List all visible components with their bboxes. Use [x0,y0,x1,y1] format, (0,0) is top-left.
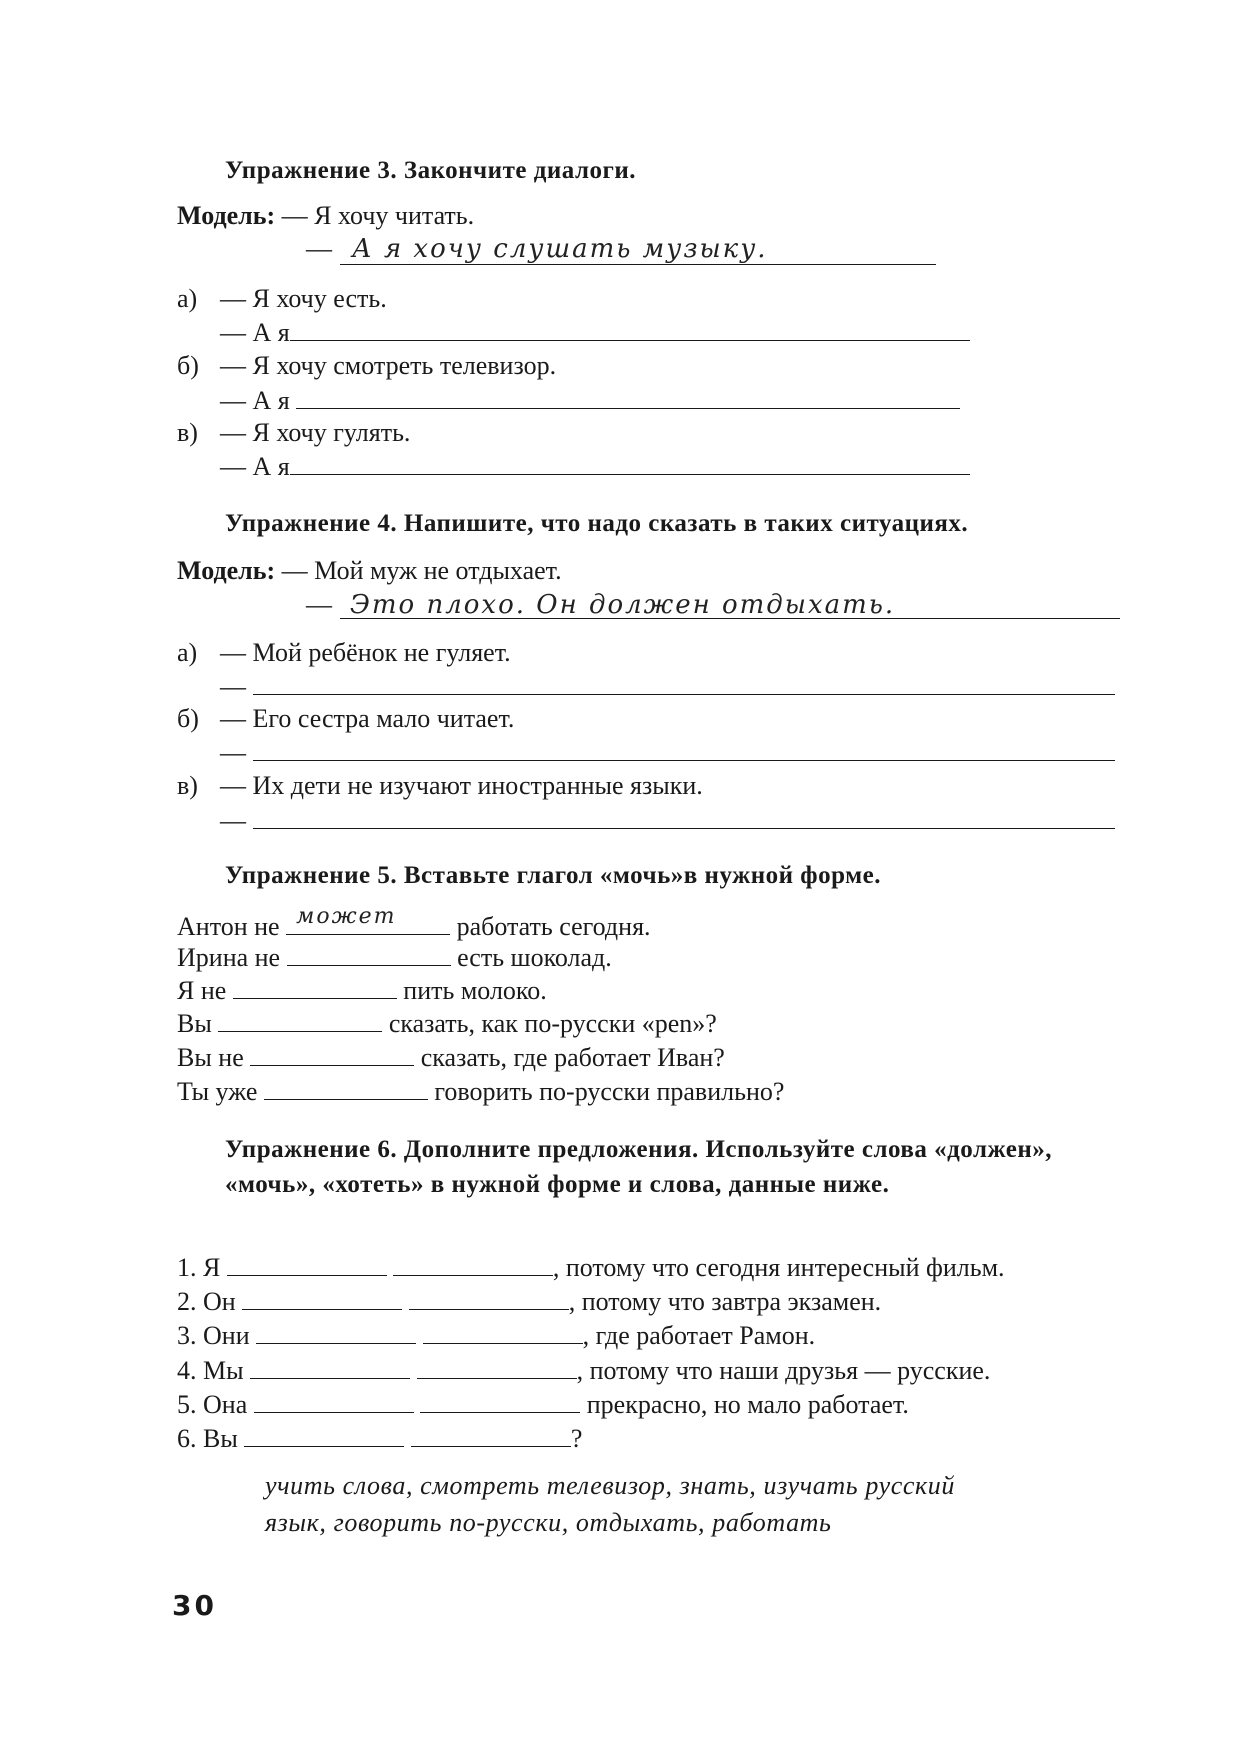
answer-blank[interactable] [290,318,970,341]
exercise-3-item-b-reply [220,386,960,414]
answer-blank[interactable] [253,738,1115,761]
line-end: сказать, где работает Иван? [420,1043,725,1072]
answer-blank-2[interactable] [409,1287,569,1310]
exercise-4-item-c-prompt: — Их дети не изучают иностранные языки. [220,771,703,800]
answer-blank-2[interactable] [417,1356,577,1379]
answer-blank-2[interactable] [423,1321,583,1344]
reply-start: — [220,672,246,701]
model-dash: — [306,590,332,619]
model-prompt: — Я хочу читать. [281,201,475,230]
exercise-3-model-answer: А я хочу слушать музыку. [352,234,768,264]
model-label: Модель: [177,201,276,230]
answer-blank-1[interactable] [227,1253,387,1276]
exercise-4-item-b-marker: б) [177,704,199,733]
answer-blank-1[interactable] [244,1424,404,1447]
exercise-4-item-a-marker: а) [177,638,198,667]
answer-blank[interactable] [253,806,1115,829]
line-start: 2. Он [177,1287,236,1316]
line-end: , потому что завтра экзамен. [568,1287,882,1316]
exercise-3-model-prompt-line [177,203,474,229]
answer-blank[interactable] [286,904,450,935]
exercise-5-line-2 [177,943,612,971]
answer-blank[interactable] [250,1043,414,1066]
exercise-4-item-b-prompt: — Его сестра мало читает. [220,704,515,733]
exercise-6-line-5 [177,1390,909,1418]
page-number: 30 [172,1589,217,1622]
answer-blank[interactable] [218,1009,382,1032]
line-start: Вы [177,1009,212,1038]
line-start: Ирина не [177,943,281,972]
exercise-5-line-3 [177,976,547,1004]
line-start: Антон не [177,912,280,941]
line-start: 1. Я [177,1253,221,1282]
exercise-3-heading: Упражнение 3. Закончите диалоги. [225,157,636,184]
line-end: сказать, как по-русски «pen»? [388,1009,717,1038]
answer-blank[interactable] [253,672,1115,695]
line-start: 6. Вы [177,1424,238,1453]
model-prompt: — Мой муж не отдыхает. [281,556,562,585]
line-end: , где работает Рамон. [582,1321,816,1350]
reply-start: — [220,806,246,835]
exercise-4-item-b-reply [220,738,1115,766]
exercise-6-line-4 [177,1356,990,1384]
exercise-4-item-c-reply [220,806,1115,834]
line-end: , потому что наши друзья — русские. [576,1356,991,1385]
line-end: работать сегодня. [456,912,651,941]
exercise-5-line-6 [177,1077,784,1105]
exercise-5-line-5 [177,1043,725,1071]
exercise-4-model-prompt-line [177,558,562,584]
line-end: говорить по-русски правильно? [434,1077,785,1106]
line-end: ? [570,1424,583,1453]
model-label: Модель: [177,556,276,585]
exercise-4-heading: Упражнение 4. Напишите, что надо сказать в таких ситуациях. [225,510,969,537]
exercise-4-item-c-marker: в) [177,771,198,800]
exercise-6-line-3 [177,1321,815,1349]
word-bank-line-2: язык, говорить по-русски, отдыхать, работать [265,1508,832,1537]
line-start: Я не [177,976,227,1005]
answer-blank[interactable] [233,976,397,999]
exercise-5-heading: Упражнение 5. Вставьте глагол «мочь»в нужной форме. [225,862,882,889]
exercise-3-item-a-marker: а) [177,284,198,313]
line-end: , потому что сегодня интересный фильм. [552,1253,1005,1282]
answer-blank-1[interactable] [242,1287,402,1310]
exercise-6-line-2 [177,1287,881,1315]
reply-start: — А я [220,318,290,347]
answer-blank[interactable] [287,943,451,966]
answer-blank-1[interactable] [256,1321,416,1344]
line-start: Вы не [177,1043,244,1072]
exercise-3-item-c-marker: в) [177,418,198,447]
line-end: пить молоко. [403,976,547,1005]
exercise-3-model-answer-line [306,236,332,262]
answer-blank-2[interactable] [420,1390,580,1413]
answer-blank[interactable] [264,1077,428,1100]
reply-start: — А я [220,386,290,415]
exercise-3-item-c-prompt: — Я хочу гулять. [220,418,411,447]
answer-blank-2[interactable] [411,1424,571,1447]
line-start: Ты уже [177,1077,258,1106]
exercise-6-heading: Упражнение 6. Дополните предложения. Используйте слова «должен», «мочь», «хотеть» в нужной форме и слова, данные ниже. [225,1136,1053,1198]
line-end: есть шоколад. [457,943,612,972]
word-bank-line-1: учить слова, смотреть телевизор, знать, изучать русский [265,1471,955,1500]
exercise-3-item-a-prompt: — Я хочу есть. [220,284,387,313]
exercise-3-model-answer-rule [340,264,936,265]
exercise-6-line-1 [177,1253,1005,1281]
line-start: 5. Она [177,1390,248,1419]
exercise-3-item-b-prompt: — Я хочу смотреть телевизор. [220,351,557,380]
line-end: прекрасно, но мало работает. [586,1390,909,1419]
model-dash: — [306,234,332,263]
reply-start: — А я [220,452,290,481]
exercise-4-item-a-reply [220,672,1115,700]
exercise-4-model-answer-line [306,592,332,618]
reply-start: — [220,738,246,767]
answer-blank[interactable] [296,386,960,409]
exercise-5-line-4 [177,1009,717,1037]
answer-blank-2[interactable] [393,1253,553,1276]
exercise-4-model-answer: Это плохо. Он должен отдыхать. [350,590,896,620]
exercise-6-line-6 [177,1424,582,1452]
example-answer: может [296,904,397,929]
exercise-3-item-b-marker: б) [177,351,199,380]
exercise-3-item-a-reply [220,318,970,346]
exercise-3-item-c-reply [220,452,970,480]
exercise-4-item-a-prompt: — Мой ребёнок не гуляет. [220,638,511,667]
answer-blank[interactable] [290,452,970,475]
answer-blank-1[interactable] [254,1390,414,1413]
line-start: 3. Они [177,1321,250,1350]
answer-blank-1[interactable] [250,1356,410,1379]
line-start: 4. Мы [177,1356,244,1385]
exercise-5-line-1 [177,904,651,941]
